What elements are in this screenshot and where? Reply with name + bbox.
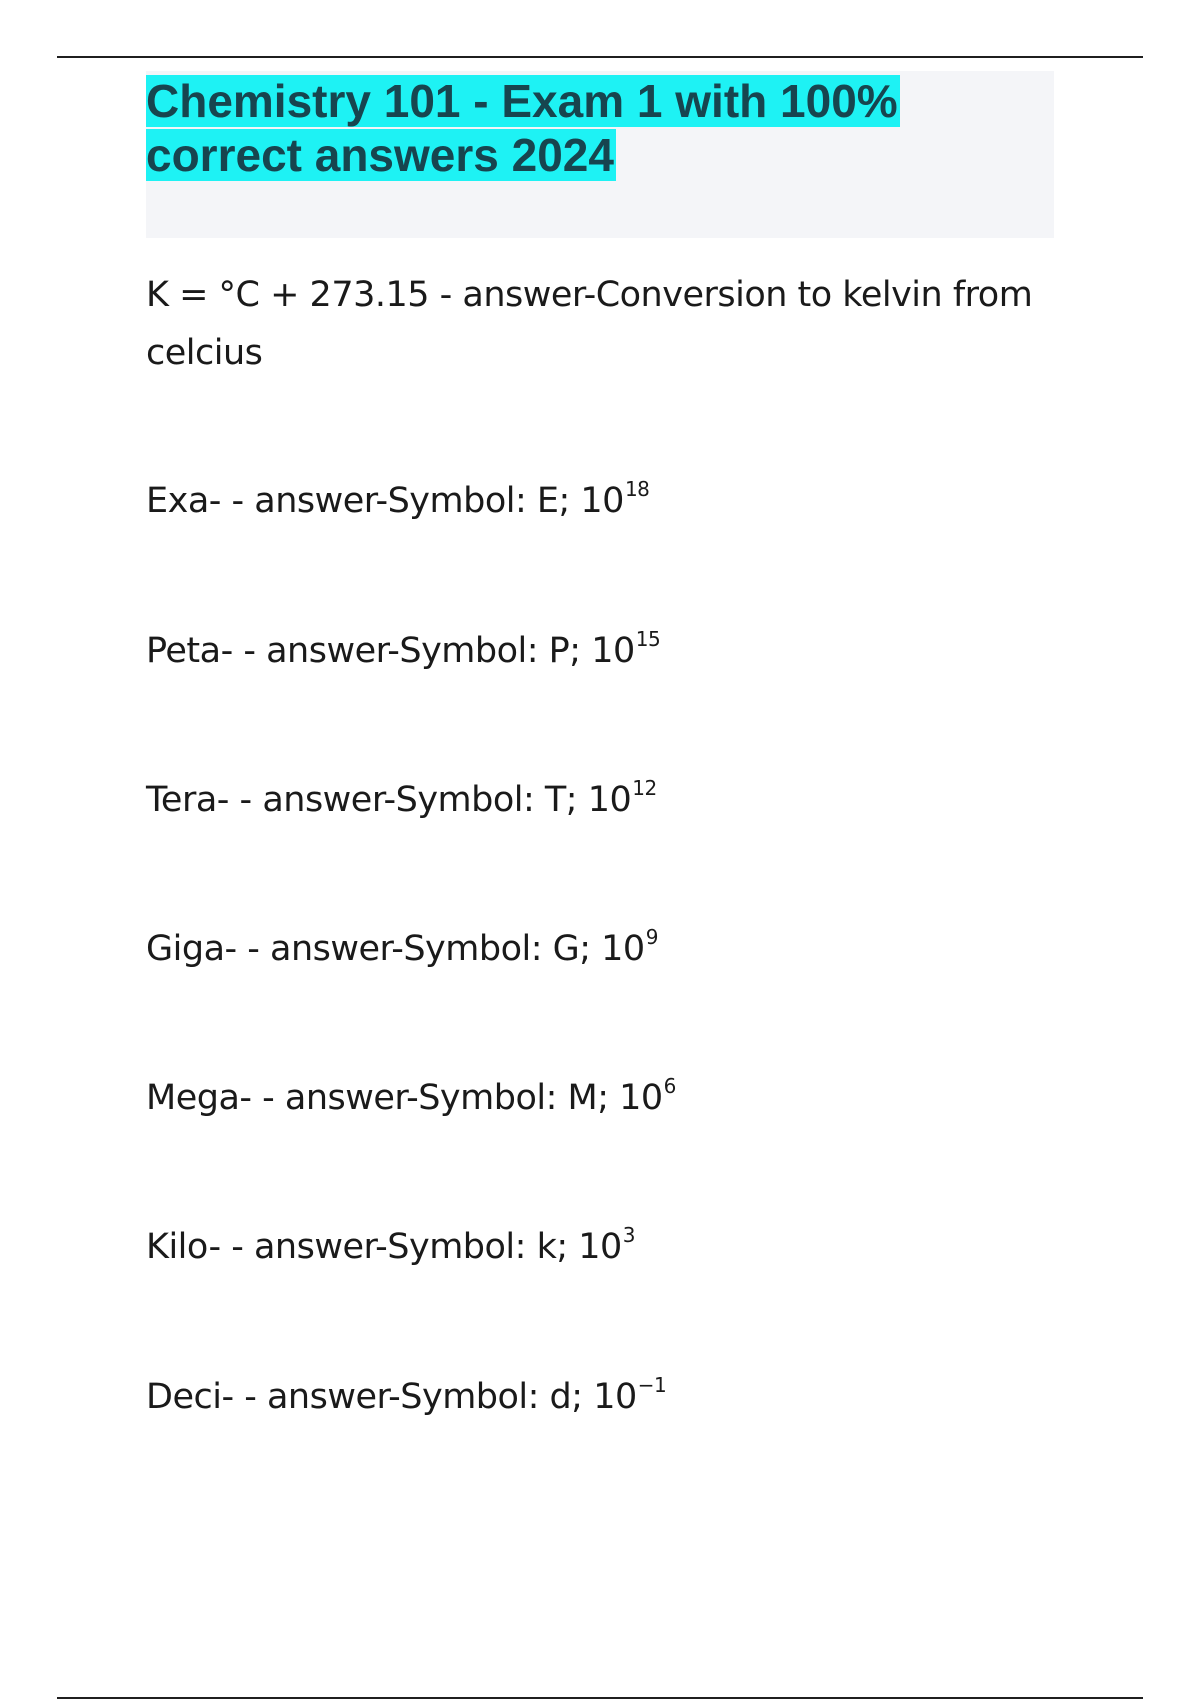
title-highlight: Chemistry 101 - Exam 1 with 100% correct answers 2024 [146, 75, 898, 181]
qa-exponent: 18 [624, 477, 650, 501]
qa-exponent: 9 [645, 925, 658, 949]
qa-exponent: 15 [635, 627, 661, 651]
qa-item-exa [146, 472, 1066, 534]
qa-text: Tera- - answer-Symbol: T; 10 [146, 780, 632, 820]
qa-text: Kilo- - answer-Symbol: k; 10 [146, 1227, 622, 1267]
qa-item-deci [146, 1368, 1066, 1430]
qa-text: Deci- - answer-Symbol: d; 10 [146, 1377, 637, 1417]
top-rule [57, 56, 1143, 58]
qa-text: Peta- - answer-Symbol: P; 10 [146, 631, 635, 671]
qa-exponent: 6 [663, 1074, 676, 1098]
qa-item-giga [146, 920, 1066, 982]
qa-item-kilo [146, 1218, 1066, 1280]
qa-item-peta [146, 622, 1066, 684]
qa-text: K = °C + 273.15 - answer-Conversion to kelvin from celcius [146, 275, 1033, 373]
qa-item-kelvin [146, 266, 1066, 382]
qa-exponent: −1 [637, 1373, 667, 1397]
bottom-rule [57, 1697, 1143, 1699]
qa-text: Giga- - answer-Symbol: G; 10 [146, 929, 645, 969]
qa-text: Mega- - answer-Symbol: M; 10 [146, 1078, 663, 1118]
qa-exponent: 3 [622, 1223, 636, 1247]
qa-text: Exa- - answer-Symbol: E; 10 [146, 481, 624, 521]
page-title [146, 74, 976, 182]
qa-exponent: 12 [632, 776, 657, 800]
qa-item-mega [146, 1069, 1066, 1131]
qa-item-tera [146, 771, 1066, 833]
